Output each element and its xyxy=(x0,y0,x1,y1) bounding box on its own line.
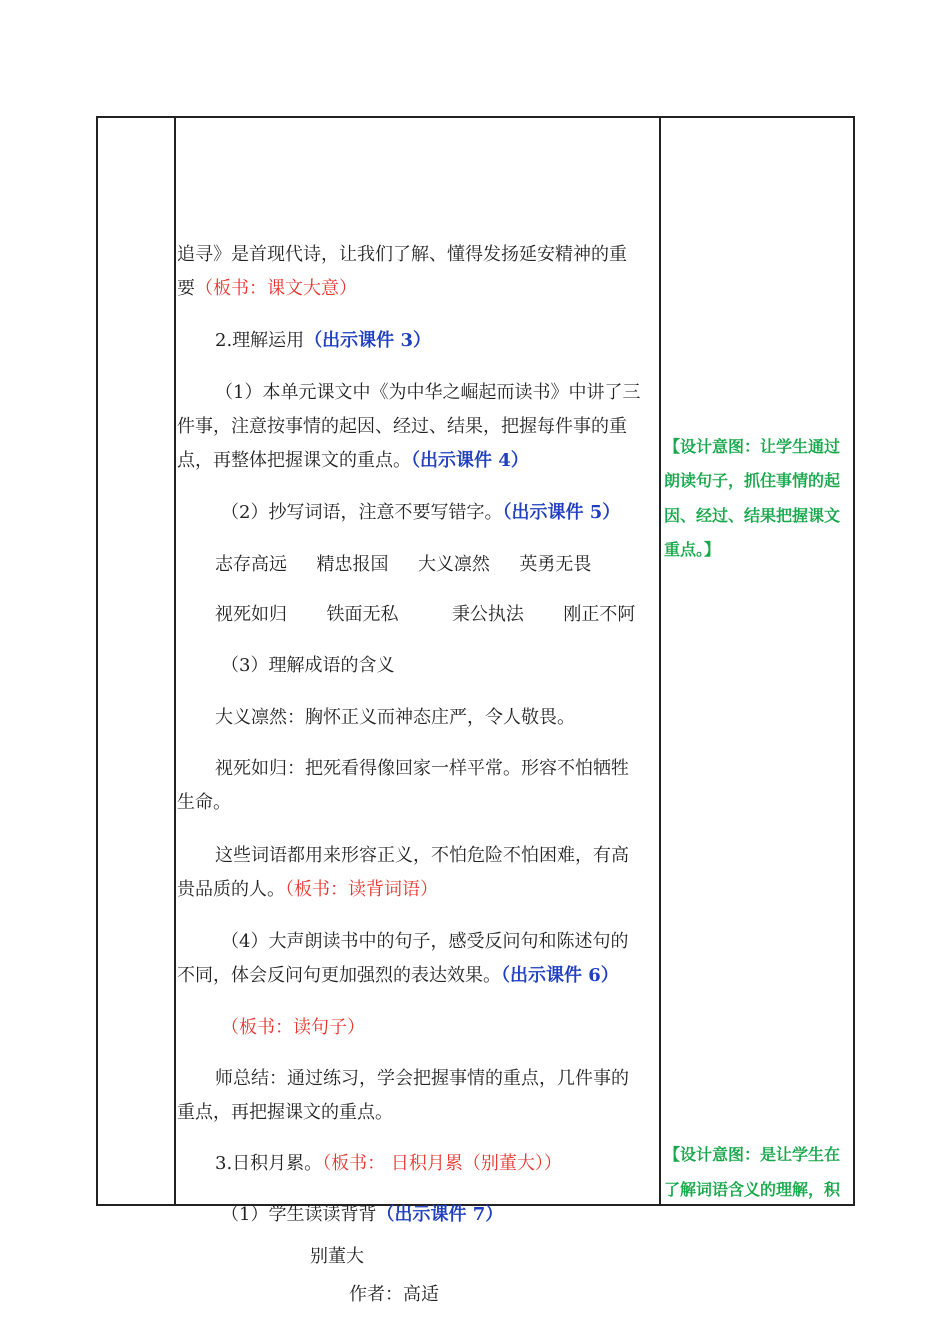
idiom: 大义凛然 xyxy=(417,554,490,575)
poem-title: 别董大 xyxy=(310,1246,364,1267)
column-divider-right xyxy=(659,116,661,1206)
design-note-1-line-1: 【设计意图：让学生通过 xyxy=(664,437,841,456)
board-note-words: （板书：读背词语） xyxy=(285,879,438,900)
point-1-line-3: 点，再整体把握课文的重点。（出示课件 4） xyxy=(177,450,529,471)
definition-2-line-1: 视死如归：把死看得像回家一样平常。形容不怕牺牲 xyxy=(215,758,629,779)
section-3-title: 3.日积月累。（板书： 日积月累（别董大）） xyxy=(215,1153,562,1174)
idiom-row-1 xyxy=(215,552,591,578)
idiom: 铁面无私 xyxy=(326,604,399,625)
idiom: 英勇无畏 xyxy=(519,554,592,575)
board-note-summary: （板书：课文大意） xyxy=(195,278,357,299)
definition-2-line-2: 生命。 xyxy=(177,792,231,813)
summary-line-2: 贵品质的人。（板书：读背词语） xyxy=(177,879,438,900)
slide-ref-6: （出示课件 6） xyxy=(501,965,619,986)
idiom: 志存高远 xyxy=(215,554,287,575)
section-2-title: 2.理解运用（出示课件 3） xyxy=(215,330,431,351)
point-4-line-1: （4）大声朗读书中的句子，感受反问句和陈述句的 xyxy=(221,931,629,952)
idiom: 精忠报国 xyxy=(316,554,389,575)
section-3-point-1: （1）学生读读背背（出示课件 7） xyxy=(221,1204,504,1225)
point-1-line-2: 件事，注意按事情的起因、经过、结果，把握每件事的重 xyxy=(177,416,627,437)
slide-ref-7: （出示课件 7） xyxy=(376,1204,504,1225)
point-4-line-2: 不同，体会反问句更加强烈的表达效果。（出示课件 6） xyxy=(177,965,619,986)
design-note-2-line-2: 了解词语含义的理解，积 xyxy=(664,1180,841,1199)
summary-line-1: 这些词语都用来形容正义，不怕危险不怕困难，有高 xyxy=(215,845,629,866)
teacher-summary-line-2: 重点，再把握课文的重点。 xyxy=(177,1102,393,1123)
point-3: （3）理解成语的含义 xyxy=(221,655,395,676)
board-note-sentences: （板书：读句子） xyxy=(221,1017,365,1038)
idiom-row-2 xyxy=(215,602,635,628)
poem-author: 作者：高适 xyxy=(349,1284,439,1305)
idiom: 刚正不阿 xyxy=(563,604,636,625)
slide-ref-4: （出示课件 4） xyxy=(411,450,529,471)
design-note-1-line-3: 因、经过、结果把握课文 xyxy=(664,506,841,525)
column-divider-left xyxy=(174,116,176,1206)
intro-line-2: 要（板书：课文大意） xyxy=(177,278,357,299)
definition-1: 大义凛然：胸怀正义而神态庄严，令人敬畏。 xyxy=(215,707,575,728)
design-note-1-line-2: 朗读句子，抓住事情的起 xyxy=(664,471,841,490)
design-note-1-line-4: 重点。】 xyxy=(664,540,721,559)
design-note-2-line-1: 【设计意图：是让学生在 xyxy=(664,1145,841,1164)
slide-ref-5: （出示课件 5） xyxy=(502,502,621,523)
intro-line-1: 追寻》是首现代诗，让我们了解、懂得发扬延安精神的重 xyxy=(177,244,627,265)
point-1-line-1: （1）本单元课文中《为中华之崛起而读书》中讲了三 xyxy=(215,382,641,403)
teacher-summary-line-1: 师总结：通过练习，学会把握事情的重点，几件事的 xyxy=(215,1068,629,1089)
board-note-daily: （板书： 日积月累（别董大）） xyxy=(322,1153,562,1174)
idiom: 视死如归 xyxy=(215,604,287,625)
slide-ref-3: （出示课件 3） xyxy=(304,330,431,351)
point-2: （2）抄写词语，注意不要写错字。（出示课件 5） xyxy=(221,502,621,523)
idiom: 秉公执法 xyxy=(451,604,524,625)
